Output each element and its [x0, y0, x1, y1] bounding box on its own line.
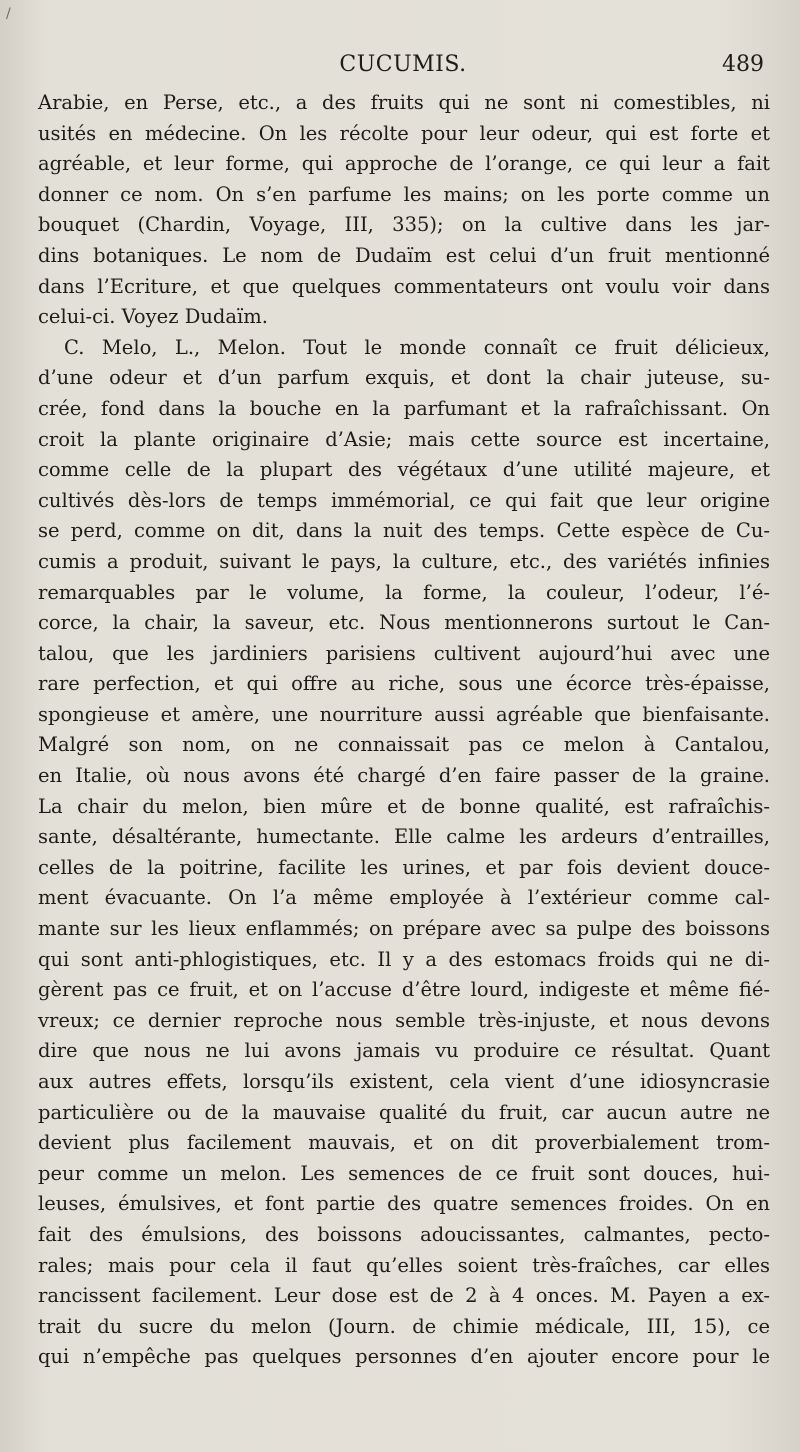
- stray-mark: /: [6, 6, 11, 22]
- text-line: corce, la chair, la saveur, etc. Nous mentionnerons surtout le Can-: [38, 611, 770, 635]
- text-line: crée, fond dans la bouche en la parfumant et la rafraîchissant. On: [38, 396, 770, 420]
- running-head: CUCUMIS.: [339, 52, 467, 77]
- text-line: usités en médecine. On les récolte pour leur odeur, qui est forte et: [38, 121, 770, 145]
- text-line: comme celle de la plupart des végétaux d’une utilité majeure, et: [38, 458, 770, 482]
- text-line: mante sur les lieux enflammés; on prépare avec sa pulpe des boissons: [38, 917, 770, 941]
- text-line: dans l’Ecriture, et que quelques commentateurs ont voulu voir dans: [38, 274, 770, 298]
- text-line: remarquables par le volume, la forme, la couleur, l’odeur, l’é-: [38, 580, 770, 604]
- text-line: gèrent pas ce fruit, et on l’accuse d’être lourd, indigeste et même fié-: [38, 978, 770, 1002]
- text-line: bouquet (Chardin, Voyage, III, 335); on la cultive dans les jar-: [38, 213, 770, 237]
- text-line: La chair du melon, bien mûre et de bonne qualité, est rafraîchis-: [38, 794, 770, 818]
- text-line: qui sont anti-phlogistiques, etc. Il y a des estomacs froids qui ne di-: [38, 947, 770, 971]
- text-line: Arabie, en Perse, etc., a des fruits qui ne sont ni comestibles, ni: [38, 91, 770, 114]
- text-line: celles de la poitrine, facilite les urines, et par fois devient douce-: [38, 855, 770, 879]
- text-line: particulière ou de la mauvaise qualité du fruit, car aucun autre ne: [38, 1100, 770, 1124]
- text-line: devient plus facilement mauvais, et on dit proverbialement trom-: [38, 1131, 770, 1155]
- text-line: aux autres effets, lorsqu’ils existent, cela vient d’une idiosyncrasie: [38, 1070, 770, 1093]
- text-line: d’une odeur et d’un parfum exquis, et dont la chair juteuse, su-: [38, 366, 770, 390]
- text-line: leuses, émulsives, et font partie des quatre semences froides. On en: [38, 1192, 770, 1216]
- text-line: spongieuse et amère, une nourriture aussi agréable que bienfaisante.: [38, 702, 770, 726]
- page-header: [36, 52, 770, 84]
- text-line: en Italie, où nous avons été chargé d’en faire passer de la graine.: [38, 764, 770, 788]
- body-text: [38, 88, 770, 1373]
- text-line: rare perfection, et qui offre au riche, sous une écorce très-épaisse,: [38, 672, 770, 696]
- paragraph-start-line: C. Melo, L., Melon. Tout le monde connaît ce fruit délicieux,: [64, 335, 770, 359]
- text-line: trait du sucre du melon (Journ. de chimie médicale, III, 15), ce: [38, 1314, 770, 1338]
- text-line: dire que nous ne lui avons jamais vu produire ce résultat. Quant: [38, 1039, 770, 1063]
- text-line: talou, que les jardiniers parisiens cultivent aujourd’hui avec une: [38, 641, 770, 665]
- text-line: cumis a produit, suivant le pays, la culture, etc., des variétés infinies: [38, 549, 770, 573]
- text-line: donner ce nom. On s’en parfume les mains; on les porte comme un: [38, 182, 770, 206]
- text-line: rales; mais pour cela il faut qu’elles soient très-fraîches, car elles: [38, 1253, 770, 1277]
- text-line: dins botaniques. Le nom de Dudaïm est celui d’un fruit mentionné: [38, 243, 770, 267]
- text-line: croit la plante originaire d’Asie; mais cette source est incertaine,: [38, 427, 770, 451]
- text-line: se perd, comme on dit, dans la nuit des temps. Cette espèce de Cu-: [38, 519, 770, 543]
- text-line: Malgré son nom, on ne connaissait pas ce melon à Cantalou,: [38, 733, 770, 757]
- text-line: agréable, et leur forme, qui approche de l’orange, ce qui leur a fait: [38, 152, 770, 176]
- text-line: vreux; ce dernier reproche nous semble très-injuste, et nous devons: [38, 1008, 770, 1032]
- paragraph-end-line: celui-ci. Voyez Dudaïm.: [38, 305, 268, 329]
- text-line: rancissent facilement. Leur dose est de 2 à 4 onces. M. Payen a ex-: [38, 1284, 770, 1308]
- text-line: sante, désaltérante, humectante. Elle calme les ardeurs d’entrailles,: [38, 825, 770, 849]
- text-line: ment évacuante. On l’a même employée à l’extérieur comme cal-: [38, 886, 770, 910]
- text-line: qui n’empêche pas quelques personnes d’en ajouter encore pour le: [38, 1345, 770, 1369]
- text-line: peur comme un melon. Les semences de ce fruit sont douces, hui-: [38, 1161, 770, 1185]
- page-number: 489: [722, 52, 764, 77]
- text-line: fait des émulsions, des boissons adoucissantes, calmantes, pecto-: [38, 1222, 770, 1246]
- text-line: cultivés dès-lors de temps immémorial, ce qui fait que leur origine: [38, 488, 770, 512]
